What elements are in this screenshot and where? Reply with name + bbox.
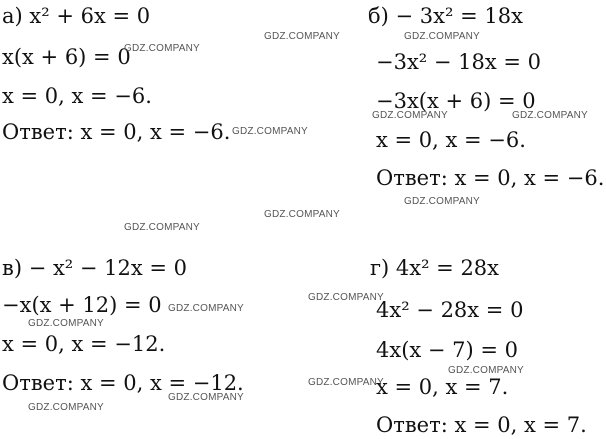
watermark: GDZ.COMPANY <box>308 292 384 303</box>
problem-d-line-2: 4x² − 28x = 0 <box>376 298 524 322</box>
watermark: GDZ.COMPANY <box>372 110 448 121</box>
problem-b-line-1: б) − 3x² = 18x <box>368 4 523 28</box>
watermark: GDZ.COMPANY <box>264 209 340 220</box>
watermark: GDZ.COMPANY <box>512 110 588 121</box>
watermark: GDZ.COMPANY <box>232 126 308 137</box>
problem-b-line-4: x = 0, x = −6. <box>376 128 526 152</box>
watermark: GDZ.COMPANY <box>404 31 480 42</box>
problem-a-answer: Ответ: x = 0, x = −6. <box>2 120 231 144</box>
watermark: GDZ.COMPANY <box>264 31 340 42</box>
problem-d-answer: Ответ: x = 0, x = 7. <box>376 413 587 437</box>
problem-a-line-2: x(x + 6) = 0 <box>2 45 131 69</box>
watermark: GDZ.COMPANY <box>168 303 244 314</box>
problem-c-answer: Ответ: x = 0, x = −12. <box>2 371 244 395</box>
problem-d-line-3: 4x(x − 7) = 0 <box>376 338 519 362</box>
problem-d-line-1: г) 4x² = 28x <box>370 256 500 280</box>
problem-a-line-1: а) x² + 6x = 0 <box>2 4 151 28</box>
watermark: GDZ.COMPANY <box>124 43 200 54</box>
watermark: GDZ.COMPANY <box>168 392 244 403</box>
problem-a-line-3: x = 0, x = −6. <box>2 84 152 108</box>
watermark: GDZ.COMPANY <box>28 402 104 413</box>
problem-b-line-3: −3x(x + 6) = 0 <box>376 89 536 113</box>
watermark: GDZ.COMPANY <box>28 318 104 329</box>
watermark: GDZ.COMPANY <box>308 377 384 388</box>
problem-d-line-4: x = 0, x = 7. <box>376 375 509 399</box>
watermark: GDZ.COMPANY <box>124 222 200 233</box>
watermark: GDZ.COMPANY <box>404 196 480 207</box>
problem-c-line-3: x = 0, x = −12. <box>2 332 166 356</box>
problem-c-line-2: −x(x + 12) = 0 <box>2 293 162 317</box>
problem-b-answer: Ответ: x = 0, x = −6. <box>376 166 605 190</box>
watermark: GDZ.COMPANY <box>448 365 524 376</box>
problem-c-line-1: в) − x² − 12x = 0 <box>2 256 188 280</box>
problem-b-line-2: −3x² − 18x = 0 <box>376 50 542 74</box>
